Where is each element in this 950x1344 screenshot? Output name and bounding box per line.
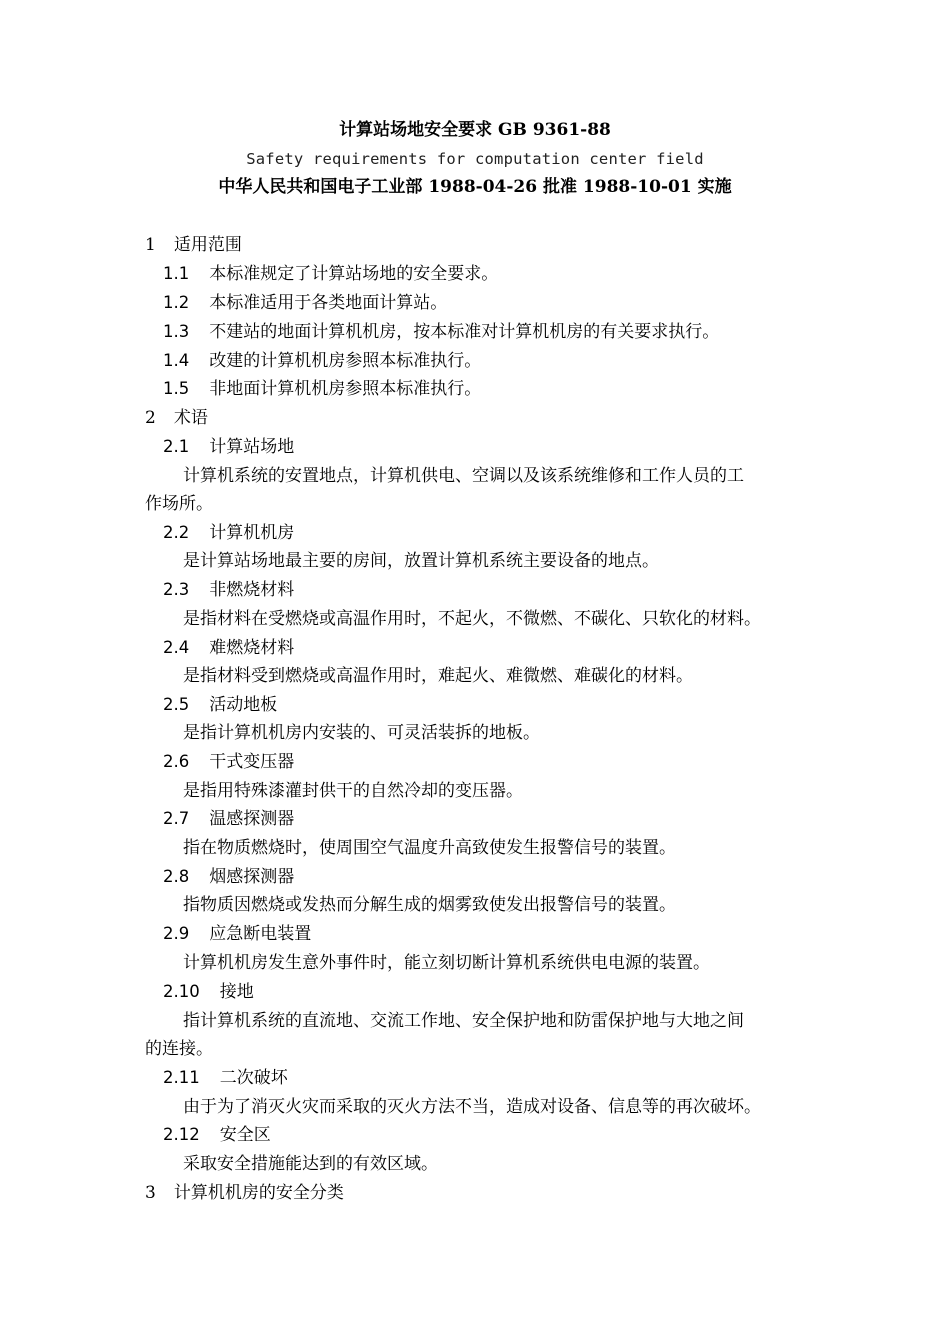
- term-definition: 是计算站场地最主要的房间，放置计算机系统主要设备的地点。: [183, 551, 659, 571]
- term-number: 2.7: [163, 809, 190, 828]
- term-definition: 是指用特殊漆灌封供干的自然冷却的变压器。: [183, 781, 523, 801]
- term-name: 安全区: [219, 1125, 271, 1145]
- term-name: 干式变压器: [209, 752, 295, 772]
- clause: [163, 263, 498, 285]
- term-name: 接地: [219, 982, 254, 1002]
- clause: [163, 321, 719, 343]
- term-number: 2.3: [163, 580, 190, 599]
- term-heading: [163, 637, 294, 659]
- clause-number: 1.2: [163, 293, 190, 312]
- document-title: 计算站场地安全要求 GB 9361-88: [339, 120, 611, 140]
- term-heading: [163, 808, 294, 830]
- section-title: 适用范围: [173, 235, 242, 255]
- term-number: 2.9: [163, 924, 190, 943]
- term-definition-continued: 作场所。: [145, 494, 213, 514]
- term-definition-continued: 的连接。: [145, 1039, 213, 1059]
- clause-text: 本标准规定了计算站场地的安全要求。: [209, 264, 499, 284]
- term-definition: 计算机系统的安置地点，计算机供电、空调以及该系统维修和工作人员的工: [183, 466, 744, 486]
- section-heading: [145, 407, 208, 429]
- term-name: 计算机机房: [209, 523, 295, 543]
- section-number: 3: [145, 1183, 156, 1203]
- term-heading: [163, 866, 294, 888]
- term-definition: 是指材料在受燃烧或高温作用时，不起火，不微燃、不碳化、只软化的材料。: [183, 609, 761, 629]
- term-heading: [163, 981, 254, 1003]
- term-definition: 采取安全措施能达到的有效区域。: [183, 1154, 438, 1174]
- term-definition: 计算机机房发生意外事件时，能立刻切断计算机系统供电电源的装置。: [183, 953, 710, 973]
- clause: [163, 378, 481, 400]
- clause-number: 1.4: [163, 351, 190, 370]
- term-name: 计算站场地: [209, 437, 295, 457]
- term-name: 难燃烧材料: [209, 638, 295, 658]
- term-number: 2.1: [163, 437, 190, 456]
- term-number: 2.10: [163, 982, 200, 1001]
- term-number: 2.6: [163, 752, 190, 771]
- clause-number: 1.5: [163, 379, 190, 398]
- section-heading: [145, 1182, 344, 1204]
- term-definition: 是指计算机机房内安装的、可灵活装拆的地板。: [183, 723, 540, 743]
- clause: [163, 350, 481, 372]
- term-name: 应急断电装置: [209, 924, 312, 944]
- term-number: 2.5: [163, 695, 190, 714]
- term-name: 非燃烧材料: [209, 580, 295, 600]
- term-name: 活动地板: [209, 695, 278, 715]
- section-title: 术语: [173, 408, 208, 428]
- term-definition: 是指材料受到燃烧或高温作用时，难起火、难微燃、难碳化的材料。: [183, 666, 693, 686]
- section-number: 1: [145, 235, 156, 255]
- term-heading: [163, 694, 277, 716]
- term-heading: [163, 579, 294, 601]
- term-definition: 由于为了消灭火灾而采取的灭火方法不当，造成对设备、信息等的再次破坏。: [183, 1097, 761, 1117]
- term-number: 2.4: [163, 638, 190, 657]
- clause-text: 不建站的地面计算机机房，按本标准对计算机机房的有关要求执行。: [209, 322, 720, 342]
- term-number: 2.12: [163, 1125, 200, 1144]
- document-subtitle-english: Safety requirements for computation center field: [246, 150, 704, 168]
- term-heading: [163, 751, 294, 773]
- term-definition: 指在物质燃烧时，使周围空气温度升高致使发生报警信号的装置。: [183, 838, 676, 858]
- term-name: 烟感探测器: [209, 867, 295, 887]
- section-title: 计算机机房的安全分类: [173, 1183, 344, 1203]
- section-number: 2: [145, 408, 156, 428]
- term-heading: [163, 436, 294, 458]
- term-heading: [163, 522, 294, 544]
- term-name: 二次破坏: [219, 1068, 288, 1088]
- clause-number: 1.1: [163, 264, 190, 283]
- document-issuer-line: 中华人民共和国电子工业部 1988-04-26 批准 1988-10-01 实施: [218, 177, 732, 197]
- term-definition: 指物质因燃烧或发热而分解生成的烟雾致使发出报警信号的装置。: [183, 895, 676, 915]
- term-name: 温感探测器: [209, 809, 295, 829]
- section-heading: [145, 234, 242, 256]
- term-heading: [163, 1124, 271, 1146]
- term-number: 2.8: [163, 867, 190, 886]
- term-definition: 指计算机系统的直流地、交流工作地、安全保护地和防雷保护地与大地之间: [183, 1011, 744, 1031]
- term-number: 2.2: [163, 523, 190, 542]
- clause-text: 非地面计算机机房参照本标准执行。: [209, 379, 482, 399]
- term-heading: [163, 1067, 288, 1089]
- clause: [163, 292, 447, 314]
- term-number: 2.11: [163, 1068, 200, 1087]
- clause-number: 1.3: [163, 322, 190, 341]
- term-heading: [163, 923, 311, 945]
- clause-text: 改建的计算机机房参照本标准执行。: [209, 351, 482, 371]
- clause-text: 本标准适用于各类地面计算站。: [209, 293, 448, 313]
